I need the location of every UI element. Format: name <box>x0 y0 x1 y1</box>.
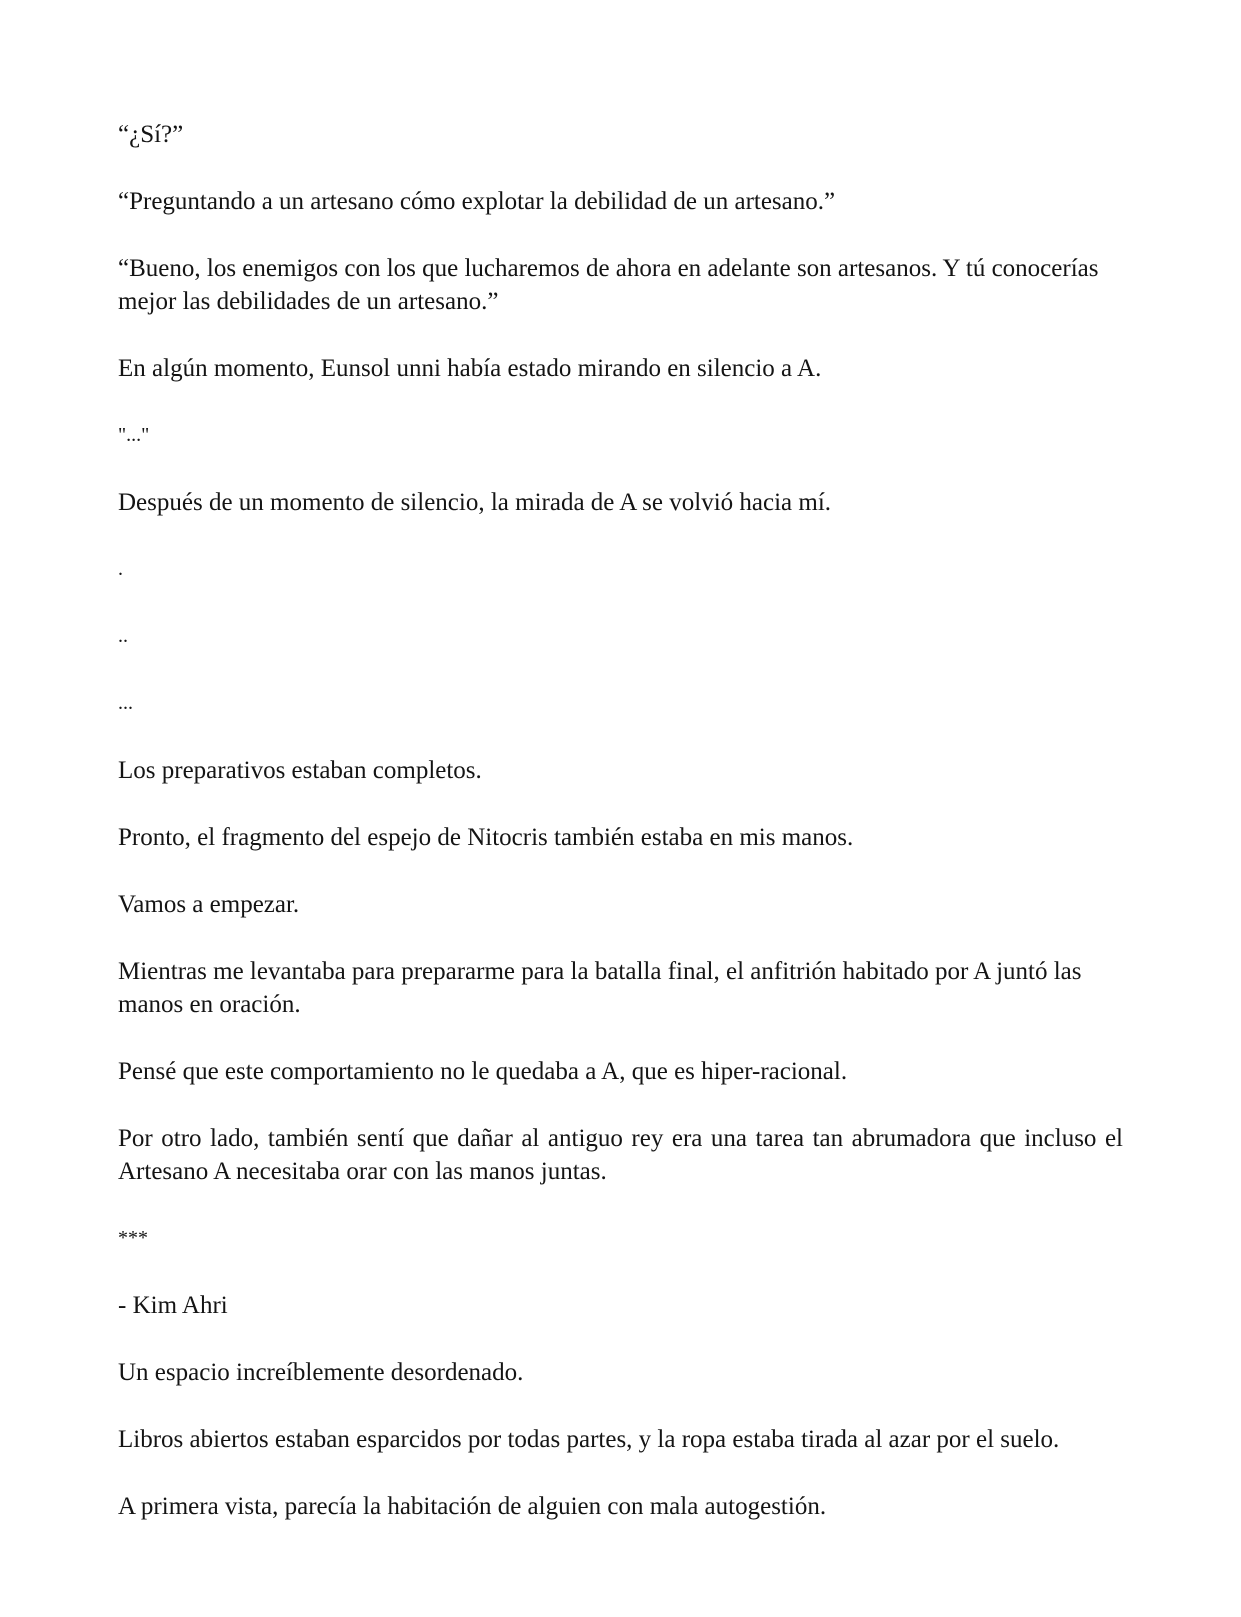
paragraph-kim-ahri: - Kim Ahri <box>118 1292 228 1319</box>
paragraph-dot-1: . <box>118 558 123 580</box>
paragraph-ellipsis-quote: "..." <box>118 424 150 446</box>
paragraph-vamos: Vamos a empezar. <box>118 891 300 918</box>
paragraph-dialogue-preguntando: “Preguntando a un artesano cómo explotar la debilidad de un artesano.” <box>118 188 836 215</box>
paragraph-preparativos: Los preparativos estaban completos. <box>118 757 482 784</box>
paragraph-pense: Pensé que este comportamiento no le quedaba a A, que es hiper-racional. <box>118 1058 848 1085</box>
paragraph-espacio: Un espacio increíblemente desordenado. <box>118 1359 524 1386</box>
paragraph-dot-2: .. <box>118 625 128 647</box>
paragraph-scene-break: *** <box>118 1227 148 1249</box>
paragraph-pronto: Pronto, el fragmento del espejo de Nitocris también estaba en mis manos. <box>118 824 854 851</box>
paragraph-dot-3: ... <box>118 692 133 714</box>
paragraph-dialogue-bueno: “Bueno, los enemigos con los que lucharemos de ahora en adelante son artesanos. Y tú conocerías mejor las debilidades de un artesano.” <box>118 255 1099 315</box>
paragraph-primera-vista: A primera vista, parecía la habitación de alguien con mala autogestión. <box>118 1493 827 1520</box>
paragraph-eunsol: En algún momento, Eunsol unni había estado mirando en silencio a A. <box>118 355 822 382</box>
paragraph-despues: Después de un momento de silencio, la mirada de A se volvió hacia mí. <box>118 489 832 516</box>
paragraph-dialogue-si: “¿Sí?” <box>118 121 184 148</box>
paragraph-por-otro-lado: Por otro lado, también sentí que dañar al antiguo rey era una tarea tan abrumadora que incluso el Artesano A necesitaba orar con las manos juntas. <box>118 1125 1123 1185</box>
document-page <box>118 118 1123 1557</box>
paragraph-libros: Libros abiertos estaban esparcidos por todas partes, y la ropa estaba tirada al azar por el suelo. <box>118 1426 1060 1453</box>
paragraph-mientras: Mientras me levantaba para prepararme para la batalla final, el anfitrión habitado por A juntó las manos en oración. <box>118 958 1082 1018</box>
